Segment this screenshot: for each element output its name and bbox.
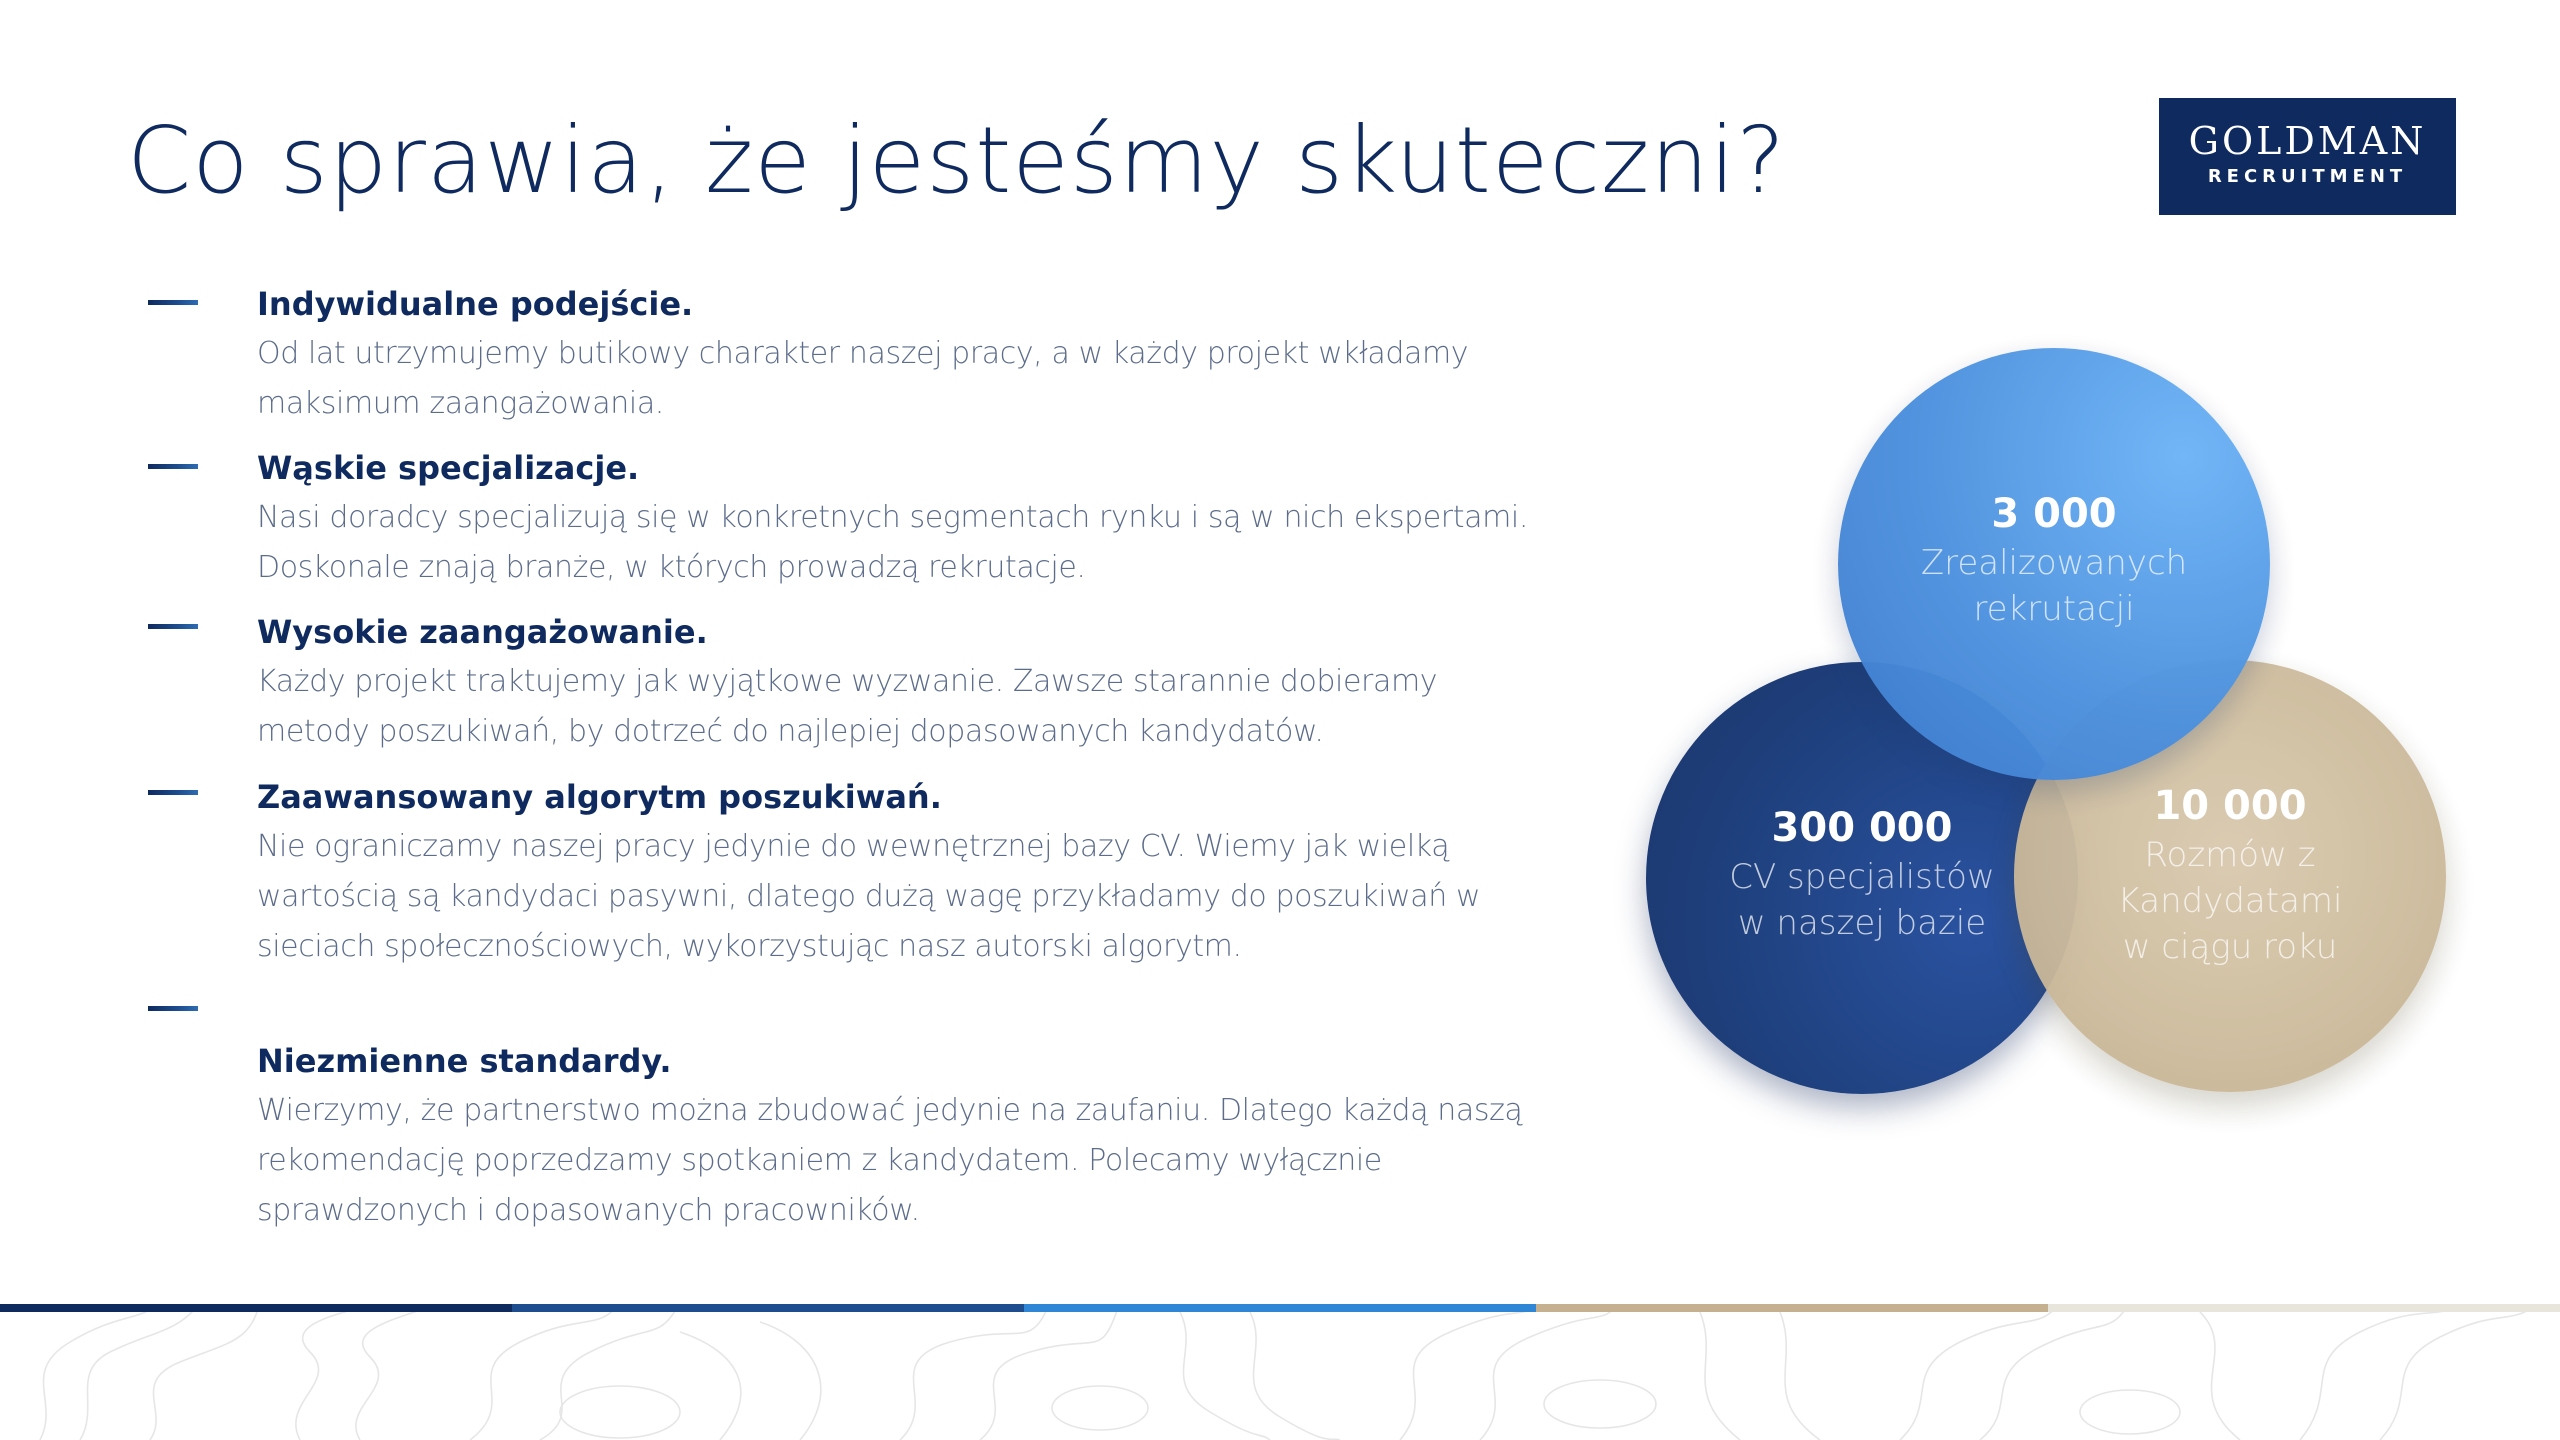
feature-item-engagement (257, 607, 1557, 757)
feature-description: Nasi doradcy specjalizują się w konkretnych segmentach rynku i są w nich ekspertami. Doskonale znają branże, w których prowadzą rekrutacje. (257, 500, 1528, 585)
stat-value: 300 000 (1771, 805, 1953, 851)
feature-description: Wierzymy, że partnerstwo można zbudować jedynie na zaufaniu. Dlatego każdą naszą rekomendację poprzedzamy spotkaniem z kandydatem. Polecamy wyłącznie sprawdzonych i dopasowanych pracowników. (257, 1093, 1523, 1228)
stat-cv-database (1702, 802, 2022, 946)
footer-color-stripes (0, 1304, 2560, 1312)
stat-label: w naszej bazie (1737, 903, 1987, 943)
stat-label: CV specjalistów (1729, 857, 1995, 897)
feature-item-individual (257, 279, 1557, 429)
feature-item-standards (257, 1036, 1557, 1236)
stat-interviews (2070, 780, 2390, 970)
feature-title: Indywidualne podejście. (257, 285, 694, 323)
feature-title: Niezmienne standardy. (257, 1042, 672, 1080)
goldman-logo (2159, 98, 2456, 215)
stripe-blue (512, 1304, 1024, 1312)
feature-description: Od lat utrzymujemy butikowy charakter naszej pracy, a w każdy projekt wkładamy maksimum zaangażowania. (257, 336, 1469, 421)
stripe-cream (2048, 1304, 2560, 1312)
feature-description: Nie ograniczamy naszej pracy jedynie do wewnętrznej bazy CV. Wiemy jak wielką wartością są kandydaci pasywni, dlatego dużą wagę przykładamy do poszukiwań w sieciach społecznościowych, wykorzystując nasz autorski algorytm. (257, 829, 1481, 964)
feature-title: Zaawansowany algorytm poszukiwań. (257, 778, 942, 816)
feature-title: Wąskie specjalizacje. (257, 449, 640, 487)
page-title: Co sprawia, że jesteśmy skuteczni? (127, 107, 1787, 214)
feature-item-algorithm (257, 772, 1557, 972)
bullet-dash-icon (148, 624, 198, 629)
stat-recruitments (1894, 488, 2214, 632)
logo-main-text: GOLDMAN (2188, 119, 2427, 163)
bullet-dash-icon (148, 464, 198, 469)
feature-description: Każdy projekt traktujemy jak wyjątkowe wyzwanie. Zawsze starannie dobieramy metody poszukiwań, by dotrzeć do najlepiej dopasowanych kandydatów. (257, 664, 1438, 749)
bullet-dash-icon (148, 1006, 198, 1011)
stat-label: Rozmów z (2144, 835, 2316, 875)
bullet-dash-icon (148, 300, 198, 305)
stripe-gold (1536, 1304, 2048, 1312)
feature-item-specializations (257, 443, 1557, 593)
stat-value: 3 000 (1991, 491, 2117, 537)
stat-label: Zrealizowanych (1920, 543, 2188, 583)
stripe-light-blue (1024, 1304, 1536, 1312)
stat-value: 10 000 (2153, 783, 2307, 829)
stripe-navy (0, 1304, 512, 1312)
bullet-dash-icon (148, 790, 198, 795)
logo-sub-text: RECRUITMENT (2207, 166, 2408, 187)
stat-label: rekrutacji (1973, 589, 2135, 629)
topographic-pattern (0, 1312, 2560, 1440)
stat-label: Kandydatami (2117, 881, 2343, 921)
feature-title: Wysokie zaangażowanie. (257, 613, 708, 651)
stats-venn-diagram (1640, 340, 2460, 1120)
stat-label: w ciągu roku (2122, 927, 2338, 967)
